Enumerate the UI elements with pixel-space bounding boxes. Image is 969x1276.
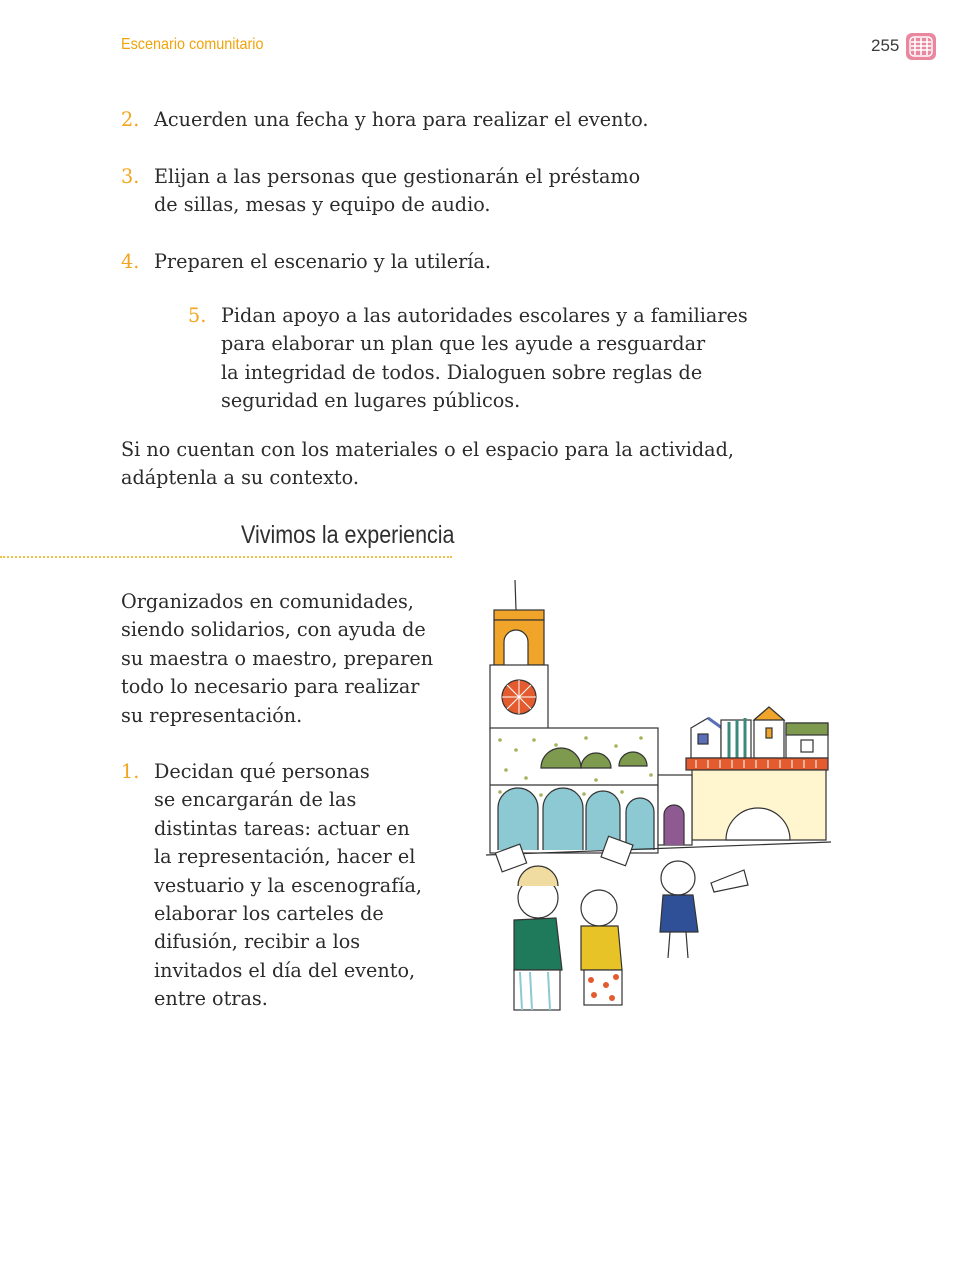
intro-line: su representación. [121, 703, 303, 727]
step-number: 2. [121, 108, 140, 131]
houses [691, 707, 828, 758]
step-number: 3. [121, 165, 140, 188]
step-number: 5. [188, 304, 207, 327]
step-text [221, 302, 748, 416]
step-line: Pidan apoyo a las autoridades escolares y a familiares [221, 304, 748, 327]
step-text [154, 248, 491, 276]
step-line: la representación, hacer el [154, 845, 416, 869]
section-divider [0, 556, 452, 558]
step-line: Acuerden una fecha y hora para realizar el evento. [154, 108, 649, 131]
context-note [121, 436, 734, 493]
section-label: Escenario comunitario [121, 36, 264, 53]
step-4 [121, 248, 491, 276]
step-line: Preparen el escenario y la utilería. [154, 250, 491, 273]
step-line: entre otras. [154, 987, 268, 1011]
codex-glyph-icon [906, 33, 936, 60]
step-line: Decidan qué personas [154, 760, 370, 783]
child-blue-dress [660, 861, 748, 958]
step-number: 4. [121, 250, 140, 273]
step-line: se encargarán de las [154, 788, 357, 812]
intro-line: siendo solidarios, con ayuda de [121, 618, 426, 642]
intro-line: todo lo necesario para realizar [121, 675, 420, 699]
church-building [490, 728, 658, 853]
section-intro [121, 588, 433, 730]
step-line: seguridad en lugares públicos. [221, 389, 521, 413]
step-line: la integridad de todos. Dialoguen sobre reglas de [221, 360, 703, 384]
note-line: Si no cuentan con los materiales o el espacio para la actividad, [121, 438, 735, 461]
child-green-shirt [495, 844, 562, 1010]
intro-line: su maestra o maestro, preparen [121, 646, 434, 670]
intro-line: Organizados en comunidades, [121, 590, 414, 613]
section-title: Vivimos la experiencia [241, 521, 455, 549]
step-line: difusión, recibir a los [154, 930, 361, 954]
page-number: 255 [871, 36, 900, 55]
step-text [154, 758, 422, 1014]
note-line: adáptenla a su contexto. [121, 466, 359, 490]
church-tower [490, 580, 548, 730]
step-line: invitados el día del evento, [154, 958, 416, 982]
step-5 [188, 302, 748, 416]
step-text [154, 106, 649, 134]
step-3 [121, 163, 640, 220]
step-number: 1. [121, 760, 140, 783]
child-yellow-shirt [581, 836, 633, 1005]
step-line: para elaborar un plan que les ayude a resguardar [221, 332, 706, 356]
step-line: distintas tareas: actuar en [154, 816, 410, 840]
step-line: vestuario y la escenografía, [154, 873, 423, 897]
step-text [154, 163, 640, 220]
step-line: Elijan a las personas que gestionarán el préstamo [154, 165, 641, 188]
community-illustration [486, 580, 836, 1025]
step-2 [121, 106, 649, 134]
step-1 [121, 758, 422, 1014]
step-line: de sillas, mesas y equipo de audio. [154, 193, 491, 217]
step-line: elaborar los carteles de [154, 902, 384, 926]
